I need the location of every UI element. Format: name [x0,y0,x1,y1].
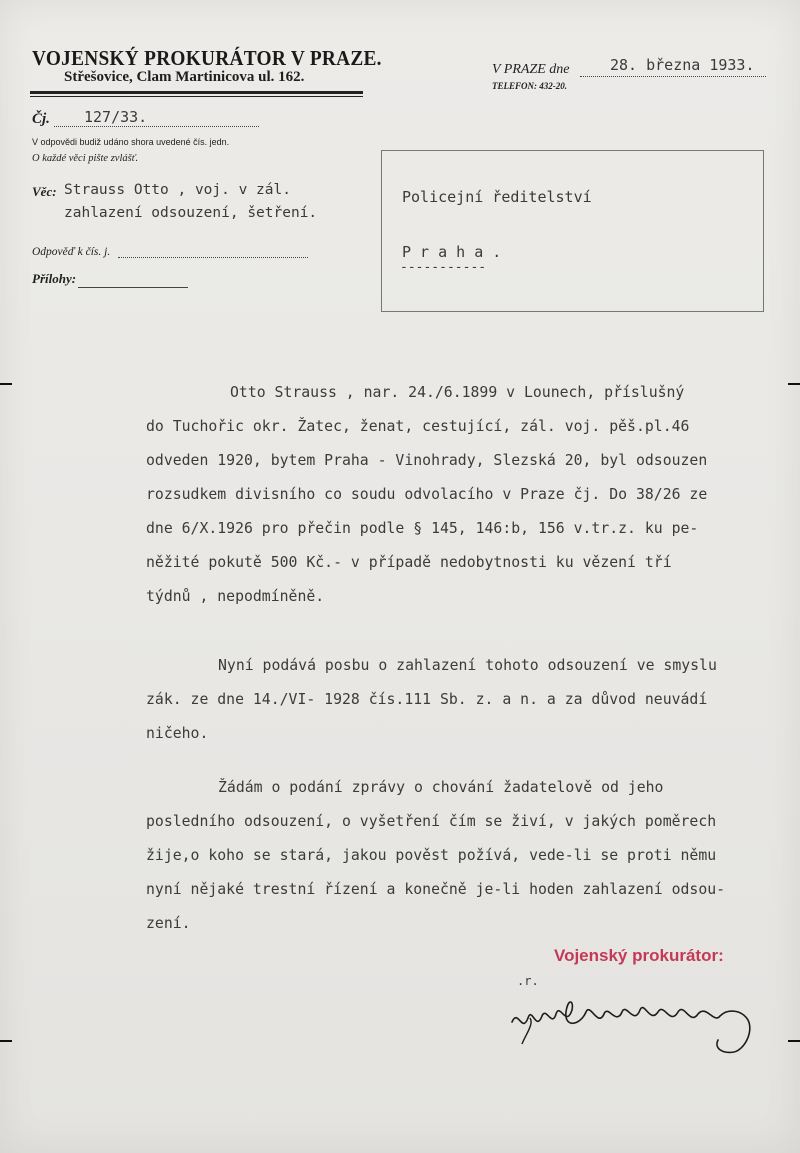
recipient-line-1: Policejní ředitelství [402,188,592,206]
cj-value: 127/33. [84,108,148,126]
body-paragraph-3-line-3: žije,o koho se stará, jakou pověst požívá, vede-li se proti němu [146,847,717,864]
signature-sr: .r. [517,974,539,988]
body-paragraph-1-line-5: dne 6/X.1926 pro přečin podle § 145, 146:b, 156 v.tr.z. ku pe- [146,520,699,537]
body-paragraph-3-line-4: nyní nějaké trestní řízení a konečně je-li hoden zahlazení odsou- [146,881,726,898]
letterhead-rule [30,91,363,94]
recipient-underline: ----------- [400,260,487,275]
body-paragraph-1-line-3: odveden 1920, bytem Praha - Vinohrady, Slezská 20, byl odsouzen [146,452,708,469]
handwritten-signature [508,988,768,1058]
body-paragraph-1-line-1: Otto Strauss , nar. 24./6.1899 v Lounech, příslušný [230,384,685,401]
office-address: Střešovice, Clam Martinicova ul. 162. [64,69,305,85]
attachments-label: Přílohy: [32,271,77,286]
reply-note: V odpovědi budiž udáno shora uvedené čís. jedn. [32,137,230,147]
body-paragraph-3-line-5: zení. [146,915,191,932]
fold-mark [788,383,800,385]
date-dotline [580,76,766,77]
letterhead-rule-thin [30,96,363,97]
separate-note: O každé věci pište zvlášť. [32,153,139,164]
cj-label: Čj. [32,111,50,127]
body-paragraph-1-line-2: do Tuchořic okr. Žatec, ženat, cestující, zál. voj. pěš.pl.46 [146,418,690,435]
body-paragraph-3-line-2: posledního odsouzení, o vyšetření čím se živí, v jakých poměrech [146,813,717,830]
recipient-box [381,150,764,312]
body-paragraph-1-line-7: týdnů , nepodmíněně. [146,588,325,605]
body-paragraph-2-line-3: ničeho. [146,725,209,742]
subject-line-1: Strauss Otto , voj. v zál. [64,182,291,198]
fold-mark [788,1040,800,1042]
body-paragraph-3-line-1: Žádám o podání zprávy o chování žadatelově od jeho [218,779,664,796]
body-paragraph-2-line-2: zák. ze dne 14./VI- 1928 čís.111 Sb. z. a n. a za důvod neuvádí [146,691,708,708]
reply-dotline [118,257,308,258]
body-paragraph-1-line-6: něžité pokutě 500 Kč.- v případě nedobytnosti ku vězení tří [146,554,672,571]
place-label: V PRAZE dne [492,62,570,77]
fold-mark [0,383,12,385]
telephone: TELEFON: 432-20. [492,81,567,91]
reply-ref-label: Odpověď k čís. j. [32,246,111,258]
body-paragraph-2-line-1: Nyní podává posbu o zahlazení tohoto odsouzení ve smyslu [218,657,717,674]
attachments-line [78,287,188,288]
subject-label: Věc: [32,184,57,199]
letter-date: 28. března 1933. [610,56,755,74]
cj-dotline [54,126,259,127]
subject-line-2: zahlazení odsouzení, šetření. [64,205,318,221]
prosecutor-stamp: Vojenský prokurátor: [554,946,724,965]
fold-mark [0,1040,12,1042]
recipient-line-2: P r a h a . [402,243,502,261]
body-paragraph-1-line-4: rozsudkem divisního co soudu odvolacího v Praze čj. Do 38/26 ze [146,486,708,503]
office-name: VOJENSKÝ PROKURÁTOR V PRAZE. [32,46,382,70]
